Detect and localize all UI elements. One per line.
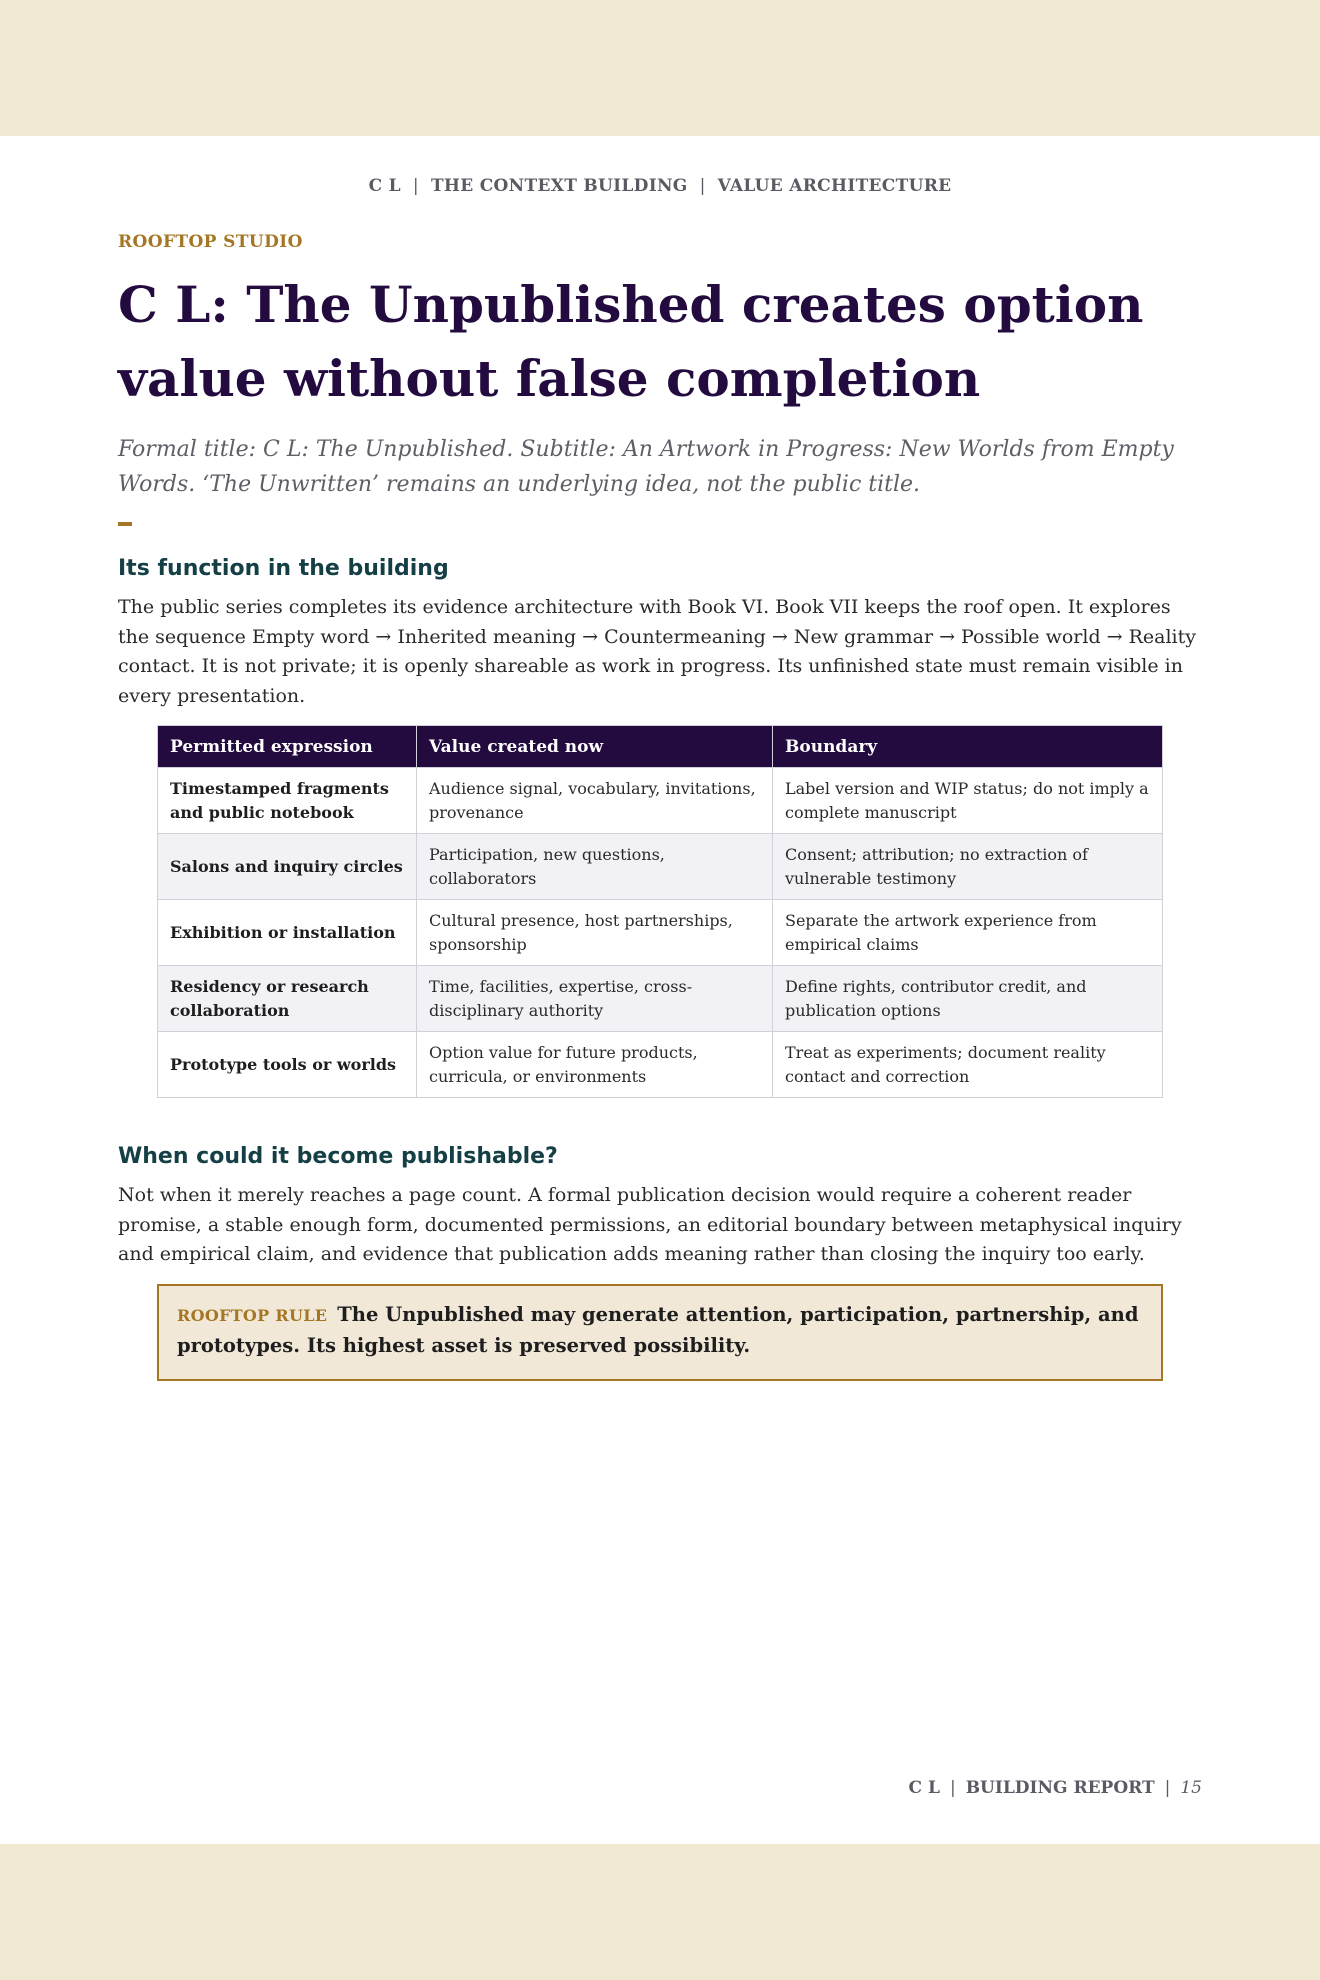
table-cell: Audience signal, vocabulary, invitations, provenance: [417, 768, 773, 834]
section-body-publishable: Not when it merely reaches a page count. A formal publication decision would require a coherent reader promise, a stable enough form, documented permissions, an editorial boundary between metaphysical inquiry and empirical claim, and evidence that publication adds meaning rather than closing the inquiry too early.: [118, 1184, 1182, 1265]
column-header: Permitted expression: [158, 726, 417, 768]
table-row: [158, 834, 1163, 900]
header-separator: |: [412, 176, 419, 196]
table-cell: Separate the artwork experience from empirical claims: [773, 900, 1163, 966]
section-body-function: The public series completes its evidence architecture with Book VI. Book VII keeps the roof open. It explores the sequence Empty word → Inherited meaning → Countermeaning → New grammar → Possible world → Reality contact. It is not private; it is openly shareable as work in progress. Its unfinished state must remain visible in every presentation.: [118, 596, 1196, 707]
table-row: [158, 768, 1163, 834]
table-cell: Residency or research collaboration: [158, 966, 417, 1032]
table-cell: Time, facilities, expertise, cross-disciplinary authority: [417, 966, 773, 1032]
footer-author: C L: [908, 1778, 940, 1798]
section-heading-publishable: When could it become publishable?: [118, 1144, 558, 1169]
section-heading-function: Its function in the building: [118, 556, 449, 581]
header-separator: |: [699, 176, 706, 196]
table-cell: Option value for future products, curricula, or environments: [417, 1032, 773, 1098]
page-subtitle: Formal title: C L: The Unpublished. Subtitle: An Artwork in Progress: New Worlds from Empty Words. ‘The Unwritten’ remains an underlying idea, not the public title.: [118, 437, 1174, 497]
table-cell: Salons and inquiry circles: [158, 834, 417, 900]
table-cell: Participation, new questions, collaborators: [417, 834, 773, 900]
table-row: [158, 900, 1163, 966]
section-kicker: ROOFTOP STUDIO: [118, 232, 303, 252]
expression-table: [157, 725, 1163, 1098]
table-cell: Timestamped fragments and public notebook: [158, 768, 417, 834]
header-section: VALUE ARCHITECTURE: [717, 176, 952, 196]
page-number: 15: [1180, 1778, 1202, 1798]
running-header: [0, 176, 1320, 196]
accent-dash: [118, 522, 132, 526]
table-cell: Exhibition or installation: [158, 900, 417, 966]
main-content: [118, 232, 1202, 1381]
column-header: Boundary: [773, 726, 1163, 768]
table-cell: Cultural presence, host partnerships, sponsorship: [417, 900, 773, 966]
column-header: Value created now: [417, 726, 773, 768]
header-book: THE CONTEXT BUILDING: [430, 176, 688, 196]
rooftop-rule-callout: [157, 1284, 1163, 1381]
table-header-row: [158, 726, 1163, 768]
footer-report: BUILDING REPORT: [965, 1778, 1155, 1798]
table-cell: Consent; attribution; no extraction of vulnerable testimony: [773, 834, 1163, 900]
page: [0, 136, 1320, 1844]
table-row: [158, 966, 1163, 1032]
callout-label: ROOFTOP RULE: [177, 1305, 328, 1325]
footer-separator: |: [1164, 1778, 1171, 1798]
table-cell: Define rights, contributor credit, and publication options: [773, 966, 1163, 1032]
callout-text: The Unpublished may generate attention, participation, partnership, and prototypes. Its highest asset is preserved possibility.: [177, 1302, 1139, 1357]
table-cell: Prototype tools or worlds: [158, 1032, 417, 1098]
footer-separator: |: [949, 1778, 956, 1798]
page-title: C L: The Unpublished creates option value without false completion: [118, 275, 1144, 408]
running-footer: [909, 1778, 1202, 1798]
table-cell: Label version and WIP status; do not imply a complete manuscript: [773, 768, 1163, 834]
header-author: C L: [368, 176, 401, 196]
table-row: [158, 1032, 1163, 1098]
table-cell: Treat as experiments; document reality contact and correction: [773, 1032, 1163, 1098]
